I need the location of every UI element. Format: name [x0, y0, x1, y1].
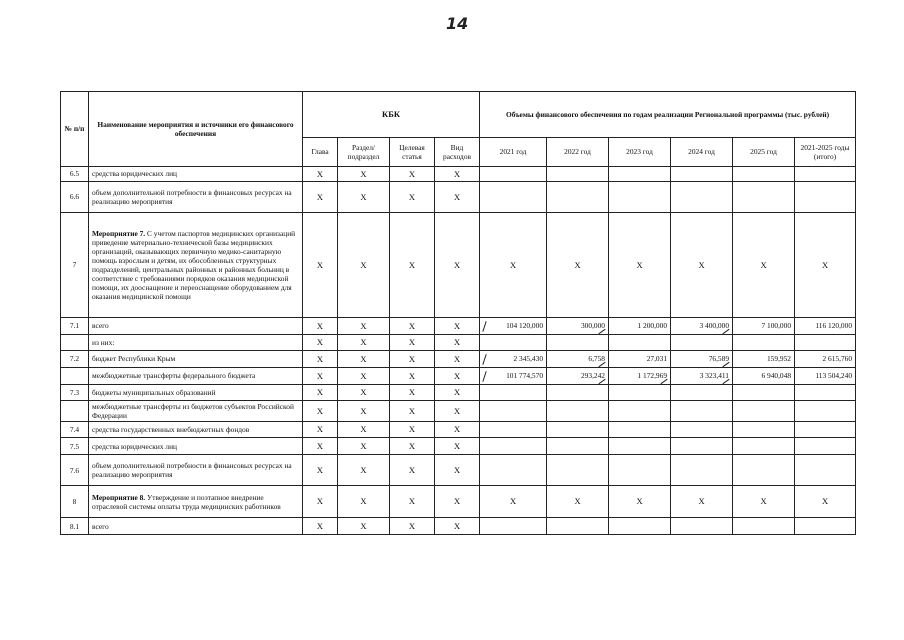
table-row	[61, 518, 856, 535]
row-name-text: всего	[92, 521, 109, 531]
year-value-cell	[547, 335, 609, 351]
year-value-cell	[480, 401, 547, 422]
year-value-cell: Х	[795, 486, 856, 518]
year-value-cell: Х	[609, 486, 671, 518]
kbk-cell: Х	[338, 385, 390, 401]
year-value-cell	[547, 422, 609, 438]
year-value-cell	[609, 182, 671, 213]
year-value-cell: 7 100,000	[733, 318, 795, 335]
kbk-cell: Х	[390, 385, 435, 401]
kbk-cell: Х	[390, 401, 435, 422]
kbk-cell: Х	[390, 351, 435, 368]
year-value-cell	[547, 401, 609, 422]
table-row	[61, 438, 856, 455]
year-value-cell: 2 615,760	[795, 351, 856, 368]
table-row	[61, 351, 856, 368]
year-value-cell	[609, 438, 671, 455]
kbk-cell: Х	[390, 422, 435, 438]
page-number: 14	[446, 14, 469, 33]
year-value-cell	[795, 401, 856, 422]
financing-table	[60, 91, 856, 535]
year-value-cell	[609, 401, 671, 422]
year-value-cell: 76,589	[671, 351, 733, 368]
year-value-cell	[671, 401, 733, 422]
year-value-cell	[480, 167, 547, 182]
kbk-cell: Х	[435, 438, 480, 455]
header-kbk-razdel: Раздел/ подраздел	[338, 138, 390, 167]
row-number: 7	[61, 213, 89, 318]
header-kbk-vid: Вид расходов	[435, 138, 480, 167]
kbk-cell: Х	[303, 335, 338, 351]
kbk-cell: Х	[303, 518, 338, 535]
year-value-cell: Х	[547, 486, 609, 518]
table-row	[61, 335, 856, 351]
kbk-cell: Х	[338, 351, 390, 368]
year-value-cell	[671, 422, 733, 438]
row-name	[89, 518, 303, 535]
row-number: 7.6	[61, 455, 89, 486]
kbk-cell: Х	[390, 438, 435, 455]
year-value-cell: 6,758	[547, 351, 609, 368]
row-name	[89, 438, 303, 455]
row-name	[89, 335, 303, 351]
kbk-cell: Х	[435, 455, 480, 486]
kbk-cell: Х	[435, 385, 480, 401]
kbk-cell: Х	[338, 368, 390, 385]
kbk-cell: Х	[338, 486, 390, 518]
kbk-cell: Х	[303, 385, 338, 401]
year-value-cell	[609, 422, 671, 438]
row-number: 7.3	[61, 385, 89, 401]
year-value-cell: 1 172,969	[609, 368, 671, 385]
kbk-cell: Х	[390, 518, 435, 535]
kbk-cell: Х	[435, 518, 480, 535]
year-value-cell	[795, 385, 856, 401]
row-name	[89, 422, 303, 438]
row-number: 8.1	[61, 518, 89, 535]
table-row	[61, 167, 856, 182]
kbk-cell: Х	[435, 335, 480, 351]
year-value-cell	[795, 182, 856, 213]
year-value-cell	[480, 335, 547, 351]
kbk-cell: Х	[303, 182, 338, 213]
table-row	[61, 318, 856, 335]
year-value-cell	[547, 438, 609, 455]
year-value-cell	[795, 455, 856, 486]
year-value-cell	[609, 385, 671, 401]
kbk-cell: Х	[390, 213, 435, 318]
table-row	[61, 422, 856, 438]
kbk-cell: Х	[303, 318, 338, 335]
kbk-cell: Х	[303, 401, 338, 422]
year-value-cell	[547, 455, 609, 486]
year-value-cell	[671, 335, 733, 351]
kbk-cell: Х	[390, 455, 435, 486]
row-name	[89, 486, 303, 518]
kbk-cell: Х	[303, 213, 338, 318]
year-value-cell	[733, 422, 795, 438]
year-value-cell	[547, 518, 609, 535]
table-row	[61, 385, 856, 401]
year-value-cell	[795, 422, 856, 438]
year-value-cell	[671, 385, 733, 401]
table-row	[61, 401, 856, 422]
kbk-cell: Х	[435, 486, 480, 518]
year-value-cell	[733, 518, 795, 535]
kbk-cell: Х	[338, 518, 390, 535]
year-value-cell	[547, 385, 609, 401]
row-name-text: Утверждение и поэтапное внедрение отраслевой системы оплаты труда медицинских работников	[92, 492, 281, 511]
kbk-cell: Х	[435, 167, 480, 182]
row-name-bold: Мероприятие 8.	[92, 492, 146, 502]
header-volumes: Объемы финансового обеспечения по годам реализации Региональной программы (тыс. рублей)	[480, 92, 856, 138]
row-name-bold: Мероприятие 7.	[92, 228, 146, 238]
row-name-text: средства юридических лиц	[92, 169, 177, 179]
kbk-cell: Х	[435, 182, 480, 213]
row-number: 6.6	[61, 182, 89, 213]
kbk-cell: Х	[303, 422, 338, 438]
kbk-cell: Х	[435, 318, 480, 335]
year-value-cell: 3 400,000	[671, 318, 733, 335]
kbk-cell: Х	[338, 422, 390, 438]
year-value-cell	[671, 438, 733, 455]
year-value-cell	[609, 518, 671, 535]
year-value-cell: 3 323,411	[671, 368, 733, 385]
row-name-text: С учетом паспортов медицинских организаций приведение материально-технической базы медицинских организаций, оказывающих первичную медико-санитарную помощь взрослым и детям, их обособленных структурных подразделений, центральных районных и районных больниц в соответствие с требованиями порядков оказания медицинской помощи, их дооснащение и переоснащение оборудованием для оказания медицинской помощи	[92, 228, 296, 302]
year-value-cell	[547, 167, 609, 182]
row-name-text: объем дополнительной потребности в финансовых ресурсах на реализацию мероприятия	[92, 187, 292, 206]
kbk-cell: Х	[338, 401, 390, 422]
year-value-cell: Х	[733, 486, 795, 518]
year-value-cell: Х	[733, 213, 795, 318]
header-kbk: КБК	[303, 92, 480, 138]
row-name	[89, 455, 303, 486]
year-value-cell	[795, 335, 856, 351]
year-value-cell	[733, 401, 795, 422]
year-value-cell: Х	[795, 213, 856, 318]
row-name	[89, 401, 303, 422]
header-kbk-statya: Целевая статья	[390, 138, 435, 167]
year-value-cell	[733, 167, 795, 182]
year-value-cell: 293,242	[547, 368, 609, 385]
year-value-cell	[733, 182, 795, 213]
kbk-cell: Х	[338, 335, 390, 351]
year-value-cell	[671, 518, 733, 535]
year-value-cell: Х	[609, 213, 671, 318]
year-value-cell	[733, 438, 795, 455]
row-name	[89, 368, 303, 385]
kbk-cell: Х	[303, 368, 338, 385]
table-row	[61, 368, 856, 385]
header-num: № п/п	[61, 92, 89, 167]
year-value-cell	[671, 182, 733, 213]
row-name-text: средства государственных внебюджетных фондов	[92, 425, 250, 435]
row-name-text: бюджеты муниципальных образований	[92, 387, 216, 397]
row-name-text: бюджет Республики Крым	[92, 354, 176, 364]
kbk-cell: Х	[390, 486, 435, 518]
row-number: 7.5	[61, 438, 89, 455]
table-row	[61, 486, 856, 518]
year-value-cell	[795, 518, 856, 535]
row-number: 6.5	[61, 167, 89, 182]
row-number	[61, 401, 89, 422]
header-name: Наименование мероприятия и источники его финансового обеспечения	[89, 92, 303, 167]
kbk-cell: Х	[338, 213, 390, 318]
header-year-2022: 2022 год	[547, 138, 609, 167]
kbk-cell: Х	[303, 438, 338, 455]
year-value-cell	[609, 455, 671, 486]
row-name-text: из них:	[92, 337, 115, 347]
kbk-cell: Х	[435, 368, 480, 385]
kbk-cell: Х	[303, 455, 338, 486]
row-number: 7.4	[61, 422, 89, 438]
table-header	[61, 92, 856, 167]
year-value-cell: Х	[671, 486, 733, 518]
year-value-cell: 104 120,000	[480, 318, 547, 335]
year-value-cell: 116 120,000	[795, 318, 856, 335]
row-name	[89, 167, 303, 182]
year-value-cell	[480, 455, 547, 486]
year-value-cell	[609, 167, 671, 182]
table-row	[61, 182, 856, 213]
row-name	[89, 385, 303, 401]
kbk-cell: Х	[303, 351, 338, 368]
header-year-2024: 2024 год	[671, 138, 733, 167]
year-value-cell	[609, 335, 671, 351]
year-value-cell: 1 200,000	[609, 318, 671, 335]
year-value-cell: Х	[480, 213, 547, 318]
kbk-cell: Х	[435, 213, 480, 318]
kbk-cell: Х	[390, 182, 435, 213]
row-name	[89, 182, 303, 213]
row-number: 7.1	[61, 318, 89, 335]
kbk-cell: Х	[338, 182, 390, 213]
year-value-cell: Х	[671, 213, 733, 318]
year-value-cell: 101 774,570	[480, 368, 547, 385]
year-value-cell	[733, 385, 795, 401]
table-row	[61, 213, 856, 318]
table-row	[61, 455, 856, 486]
header-year-2025: 2025 год	[733, 138, 795, 167]
year-value-cell: 159,952	[733, 351, 795, 368]
kbk-cell: Х	[390, 335, 435, 351]
year-value-cell: 113 504,240	[795, 368, 856, 385]
year-value-cell: Х	[480, 486, 547, 518]
kbk-cell: Х	[338, 438, 390, 455]
row-number	[61, 368, 89, 385]
row-name-text: всего	[92, 321, 109, 331]
row-number: 7.2	[61, 351, 89, 368]
kbk-cell: Х	[338, 167, 390, 182]
year-value-cell	[480, 182, 547, 213]
row-name-text: межбюджетные трансферты из бюджетов субъектов Российской Федерации	[92, 402, 294, 421]
row-name-text: объем дополнительной потребности в финансовых ресурсах на реализацию мероприятия	[92, 461, 292, 480]
year-value-cell	[671, 455, 733, 486]
row-number: 8	[61, 486, 89, 518]
year-value-cell: Х	[547, 213, 609, 318]
year-value-cell	[547, 182, 609, 213]
year-value-cell	[733, 455, 795, 486]
row-name	[89, 318, 303, 335]
year-value-cell	[480, 422, 547, 438]
kbk-cell: Х	[338, 455, 390, 486]
year-value-cell	[733, 335, 795, 351]
year-value-cell: 27,031	[609, 351, 671, 368]
kbk-cell: Х	[390, 368, 435, 385]
year-value-cell	[795, 438, 856, 455]
header-year-2021: 2021 год	[480, 138, 547, 167]
kbk-cell: Х	[390, 318, 435, 335]
year-value-cell	[480, 518, 547, 535]
kbk-cell: Х	[435, 351, 480, 368]
year-value-cell: 6 940,048	[733, 368, 795, 385]
row-name-text: средства юридических лиц	[92, 441, 177, 451]
row-number	[61, 335, 89, 351]
kbk-cell: Х	[338, 318, 390, 335]
kbk-cell: Х	[435, 422, 480, 438]
kbk-cell: Х	[435, 401, 480, 422]
kbk-cell: Х	[303, 486, 338, 518]
kbk-cell: Х	[390, 167, 435, 182]
year-value-cell: 2 345,430	[480, 351, 547, 368]
year-value-cell	[795, 167, 856, 182]
row-name	[89, 351, 303, 368]
header-kbk-glava: Глава	[303, 138, 338, 167]
year-value-cell	[671, 167, 733, 182]
year-value-cell	[480, 385, 547, 401]
year-value-cell: 300,000	[547, 318, 609, 335]
row-name-text: межбюджетные трансферты федерального бюджета	[92, 371, 256, 381]
year-value-cell	[480, 438, 547, 455]
header-year-total: 2021-2025 годы (итого)	[795, 138, 856, 167]
kbk-cell: Х	[303, 167, 338, 182]
table-body	[61, 167, 856, 535]
header-year-2023: 2023 год	[609, 138, 671, 167]
row-name	[89, 213, 303, 318]
